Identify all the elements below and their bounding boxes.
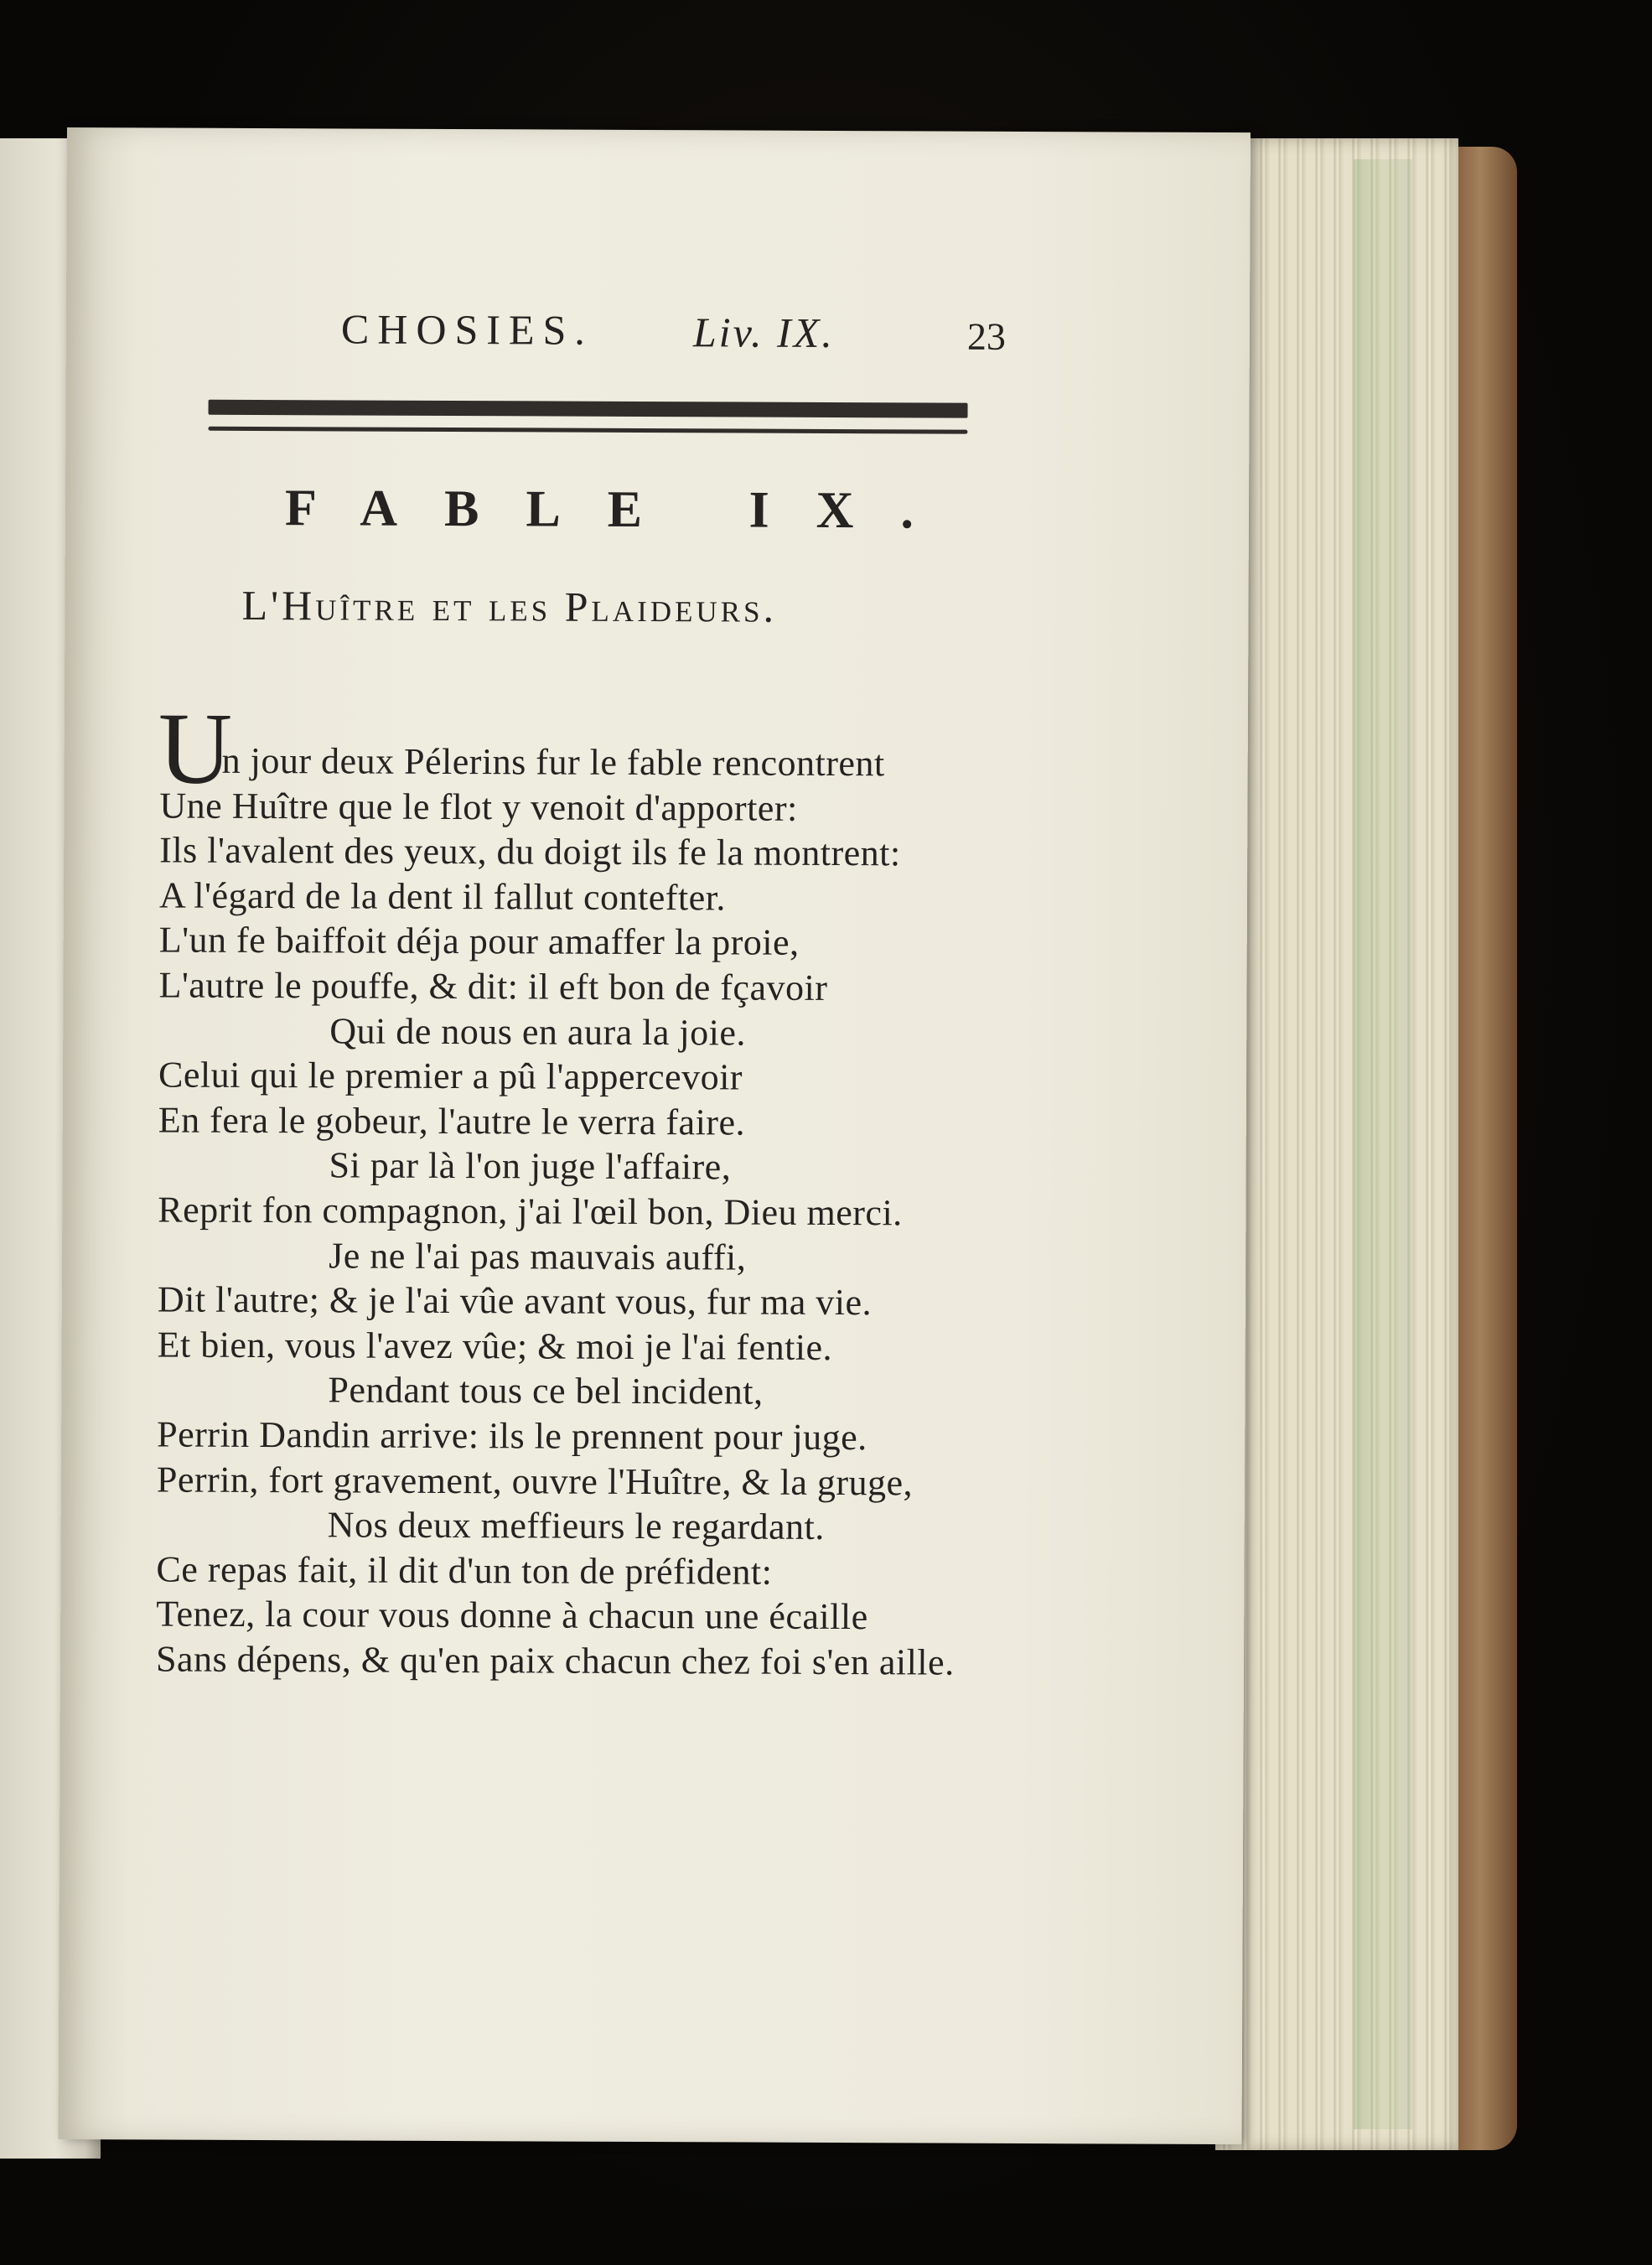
verse-line: n jour deux Pélerins fur le fable rencontrent	[221, 739, 885, 785]
verse-line: L'un fe baiffoit déja pour amaffer la proie,	[158, 919, 800, 964]
running-head-title: CHOSIES.	[340, 305, 593, 354]
verse-line: Tenez, la cour vous donne à chacun une écaille	[156, 1593, 868, 1638]
verse-line: Ils l'avalent des yeux, du doigt ils fe la montrent:	[159, 829, 901, 874]
header-rule-thick	[209, 400, 968, 418]
verse-line: Et bien, vous l'avez vûe; & moi je l'ai fentie.	[157, 1324, 833, 1368]
verse-line: Perrin Dandin arrive: ils le prennent pour juge.	[157, 1413, 867, 1459]
verse-line: Ce repas fait, il dit d'un ton de préfident:	[156, 1548, 773, 1593]
page-edge-tint	[1354, 159, 1412, 2129]
verse-line: Qui de nous en aura la joie.	[329, 1009, 747, 1054]
verse-line: L'autre le pouffe, & dit: il eft bon de fçavoir	[158, 964, 828, 1008]
verse-line: Je ne l'ai pas mauvais auffi,	[329, 1234, 747, 1278]
verse-line: Reprit fon compagnon, j'ai l'œil bon, Dieu merci.	[158, 1189, 903, 1234]
header-rule-thin	[208, 427, 967, 434]
verse-line: Perrin, fort gravement, ouvre l'Huître, & la gruge,	[156, 1459, 914, 1504]
book-page	[59, 127, 1251, 2144]
verse-line: Dit l'autre; & je l'ai vûe avant vous, fur ma vie.	[157, 1278, 873, 1324]
verse-line: Une Huître que le flot y venoit d'apporter:	[159, 785, 798, 829]
verse-line: Si par là l'on juge l'affaire,	[329, 1144, 732, 1188]
running-head-section: Liv. IX.	[692, 308, 835, 356]
fable-title: FABLE IX.	[284, 479, 961, 540]
verse-line: Pendant tous ce bel incident,	[328, 1369, 764, 1413]
verse-line: Sans dépens, & qu'en paix chacun chez foi s'en aille.	[155, 1638, 955, 1683]
verse-line: En fera le gobeur, l'autre le verra faire.	[158, 1099, 746, 1143]
drop-cap: U	[158, 692, 233, 806]
verse-line: A l'égard de la dent il fallut contefter.	[158, 874, 727, 919]
verse-line: Nos deux meffieurs le regardant.	[327, 1504, 825, 1548]
page-number: 23	[966, 314, 1007, 358]
fable-subtitle: L'Huître et les Plaideurs.	[241, 581, 778, 631]
page-block-edges	[1215, 138, 1458, 2150]
verse-line: Celui qui le premier a pû l'appercevoir	[158, 1054, 743, 1098]
